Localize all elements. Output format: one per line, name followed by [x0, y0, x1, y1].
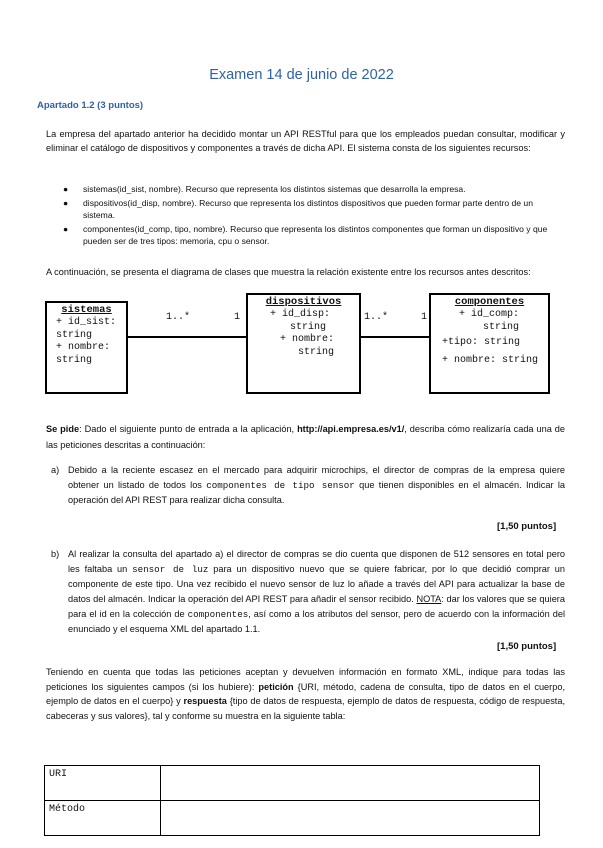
class-attr: string	[56, 354, 93, 366]
intro-paragraph: La empresa del apartado anterior ha decidido montar un API RESTful para que los empleados puedan consultar, modificar y eliminar el catálogo de dispositivos y componentes a través de dicha API. El sistema consta de los siguientes recursos:	[46, 129, 565, 153]
pide-text: : Dado el siguiente punto de entrada a la aplicación,	[79, 424, 298, 434]
class-name: componentes	[454, 296, 525, 308]
class-attr: string	[298, 346, 335, 358]
text-run: para un dispositivo nuevo que se quiere fabricar, por lo que decidió comprar un componente de este tipo. Una vez recibido el nuevo sensor de luz lo añade a través del API para actualizar la base de datos del almacén. Indicar la operación del API REST para añadir el sensor recibido.	[68, 564, 565, 604]
diagram-intro: A continuación, se presenta el diagrama de clases que muestra la relación existente entre los recursos antes descritos:	[46, 267, 531, 277]
multiplicity-label: 1	[234, 312, 241, 323]
class-attr: string	[290, 321, 327, 333]
class-attr: string	[56, 329, 93, 341]
list-item	[46, 223, 565, 248]
class-attr: + nombre: string	[442, 355, 539, 366]
class-box-sistemas	[45, 301, 128, 394]
text-run: Al realizar la consulta del apartado a) el director de compras se dio cuenta que disponen de 512 sensores en total pero les faltaba un	[68, 549, 565, 574]
table-cell-value	[161, 766, 540, 801]
class-box-dispositivos	[246, 293, 361, 394]
page-title: Examen 14 de junio de 2022	[209, 67, 394, 83]
table-cell-label: Método	[45, 801, 161, 836]
association-line	[361, 336, 429, 338]
class-name: sistemas	[61, 304, 112, 316]
bold-run: petición	[258, 681, 294, 692]
question-label: b)	[51, 549, 60, 559]
list-item	[46, 183, 565, 196]
class-attr: + nombre:	[280, 334, 335, 345]
pide-text: , describa cómo realizaría cada una de las peticiones descritas a continuación:	[46, 424, 565, 450]
multiplicity-label: 1	[421, 312, 428, 323]
request-paragraph	[46, 421, 565, 453]
resource-code: dispositivos(id_disp, nombre)	[83, 197, 195, 208]
request-table	[44, 765, 540, 836]
points-badge: [1,50 puntos]	[497, 521, 557, 532]
text-run: {URI, método, cadena de consulta, tipo de datos en el cuerpo, ejemplo de datos en el cuerpo} y	[46, 681, 565, 706]
resource-list	[46, 183, 565, 249]
class-box-componentes	[429, 293, 550, 394]
question-text	[68, 547, 565, 637]
class-name: dispositivos	[265, 296, 342, 308]
class-attr: + id_comp:	[459, 309, 520, 320]
text-run: {tipo de datos de respuesta, ejemplo de datos de respuesta, código de respuesta, cabeceras y sus valores}, tal y conforme su muestra en la siguiente tabla:	[46, 696, 565, 721]
class-attr: + id_disp:	[270, 309, 331, 320]
association-line	[128, 336, 246, 338]
resource-text: . Recurso que representa los distintos sistemas que desarrolla la empresa.	[180, 184, 466, 194]
table-row	[45, 766, 540, 801]
class-attr: + id_sist:	[56, 317, 117, 328]
class-attr: + nombre:	[56, 342, 111, 353]
section-heading: Apartado 1.2 (3 puntos)	[37, 100, 144, 111]
text-run: Debido a la reciente escasez en el mercado para adquirir microchips, el director de compras de la empresa quiere obtener un listado de todos los	[68, 465, 565, 490]
points-badge: [1,50 puntos]	[497, 641, 557, 652]
code-run: componentes de tipo sensor	[206, 480, 355, 491]
text-run: que tienen disponibles en el almacén. Indicar la operación del API REST para realizar dicha consulta.	[68, 480, 565, 505]
multiplicity-label: 1..*	[364, 312, 389, 323]
table-cell-value	[161, 801, 540, 836]
question-text	[68, 463, 565, 508]
entry-point-url: http://api.empresa.es/v1/	[297, 424, 405, 434]
text-run: Teniendo en cuenta que todas las peticiones aceptan y devuelven información en formato XML, indique para todas las peticiones los siguientes campos (si los hubiere):	[46, 667, 565, 692]
resource-code: componentes(id_comp, tipo, nombre)	[83, 223, 226, 234]
class-attr: +tipo: string	[442, 337, 521, 348]
list-item	[46, 197, 565, 222]
table-row	[45, 801, 540, 836]
bold-run: respuesta	[183, 696, 227, 706]
text-run: , así como a los atributos del sensor, pero de acuerdo con la información del enunciado y el esquema XML del apartado 1.1.	[68, 609, 565, 634]
multiplicity-label: 1..*	[166, 312, 191, 323]
bullet-icon: ●	[63, 197, 69, 208]
pide-label: Se pide	[46, 424, 80, 434]
resource-text: . Recurso que representa los distintos dispositivos que pueden formar parte dentro de un sistema.	[83, 197, 533, 220]
resource-text: . Recurso que representa los distintos componentes que forman un dispositivo y que pueden ser de tres tipos: memoria, cpu o sensor.	[83, 223, 548, 246]
nota-label: NOTA	[416, 594, 442, 604]
bullet-icon: ●	[63, 184, 69, 194]
code-run: sensor de luz	[132, 564, 209, 575]
closing-paragraph	[46, 665, 565, 723]
text-run: : dar los valores que se quiera para el id en la colección de	[68, 594, 565, 619]
bullet-icon: ●	[63, 223, 69, 234]
question-label: a)	[51, 465, 60, 475]
code-run: componentes	[187, 609, 249, 620]
table-cell-label: URI	[45, 766, 161, 801]
question-a	[46, 463, 565, 508]
question-b	[46, 547, 565, 637]
class-attr: string	[483, 321, 520, 333]
resource-code: sistemas(id_sist, nombre)	[83, 184, 181, 194]
